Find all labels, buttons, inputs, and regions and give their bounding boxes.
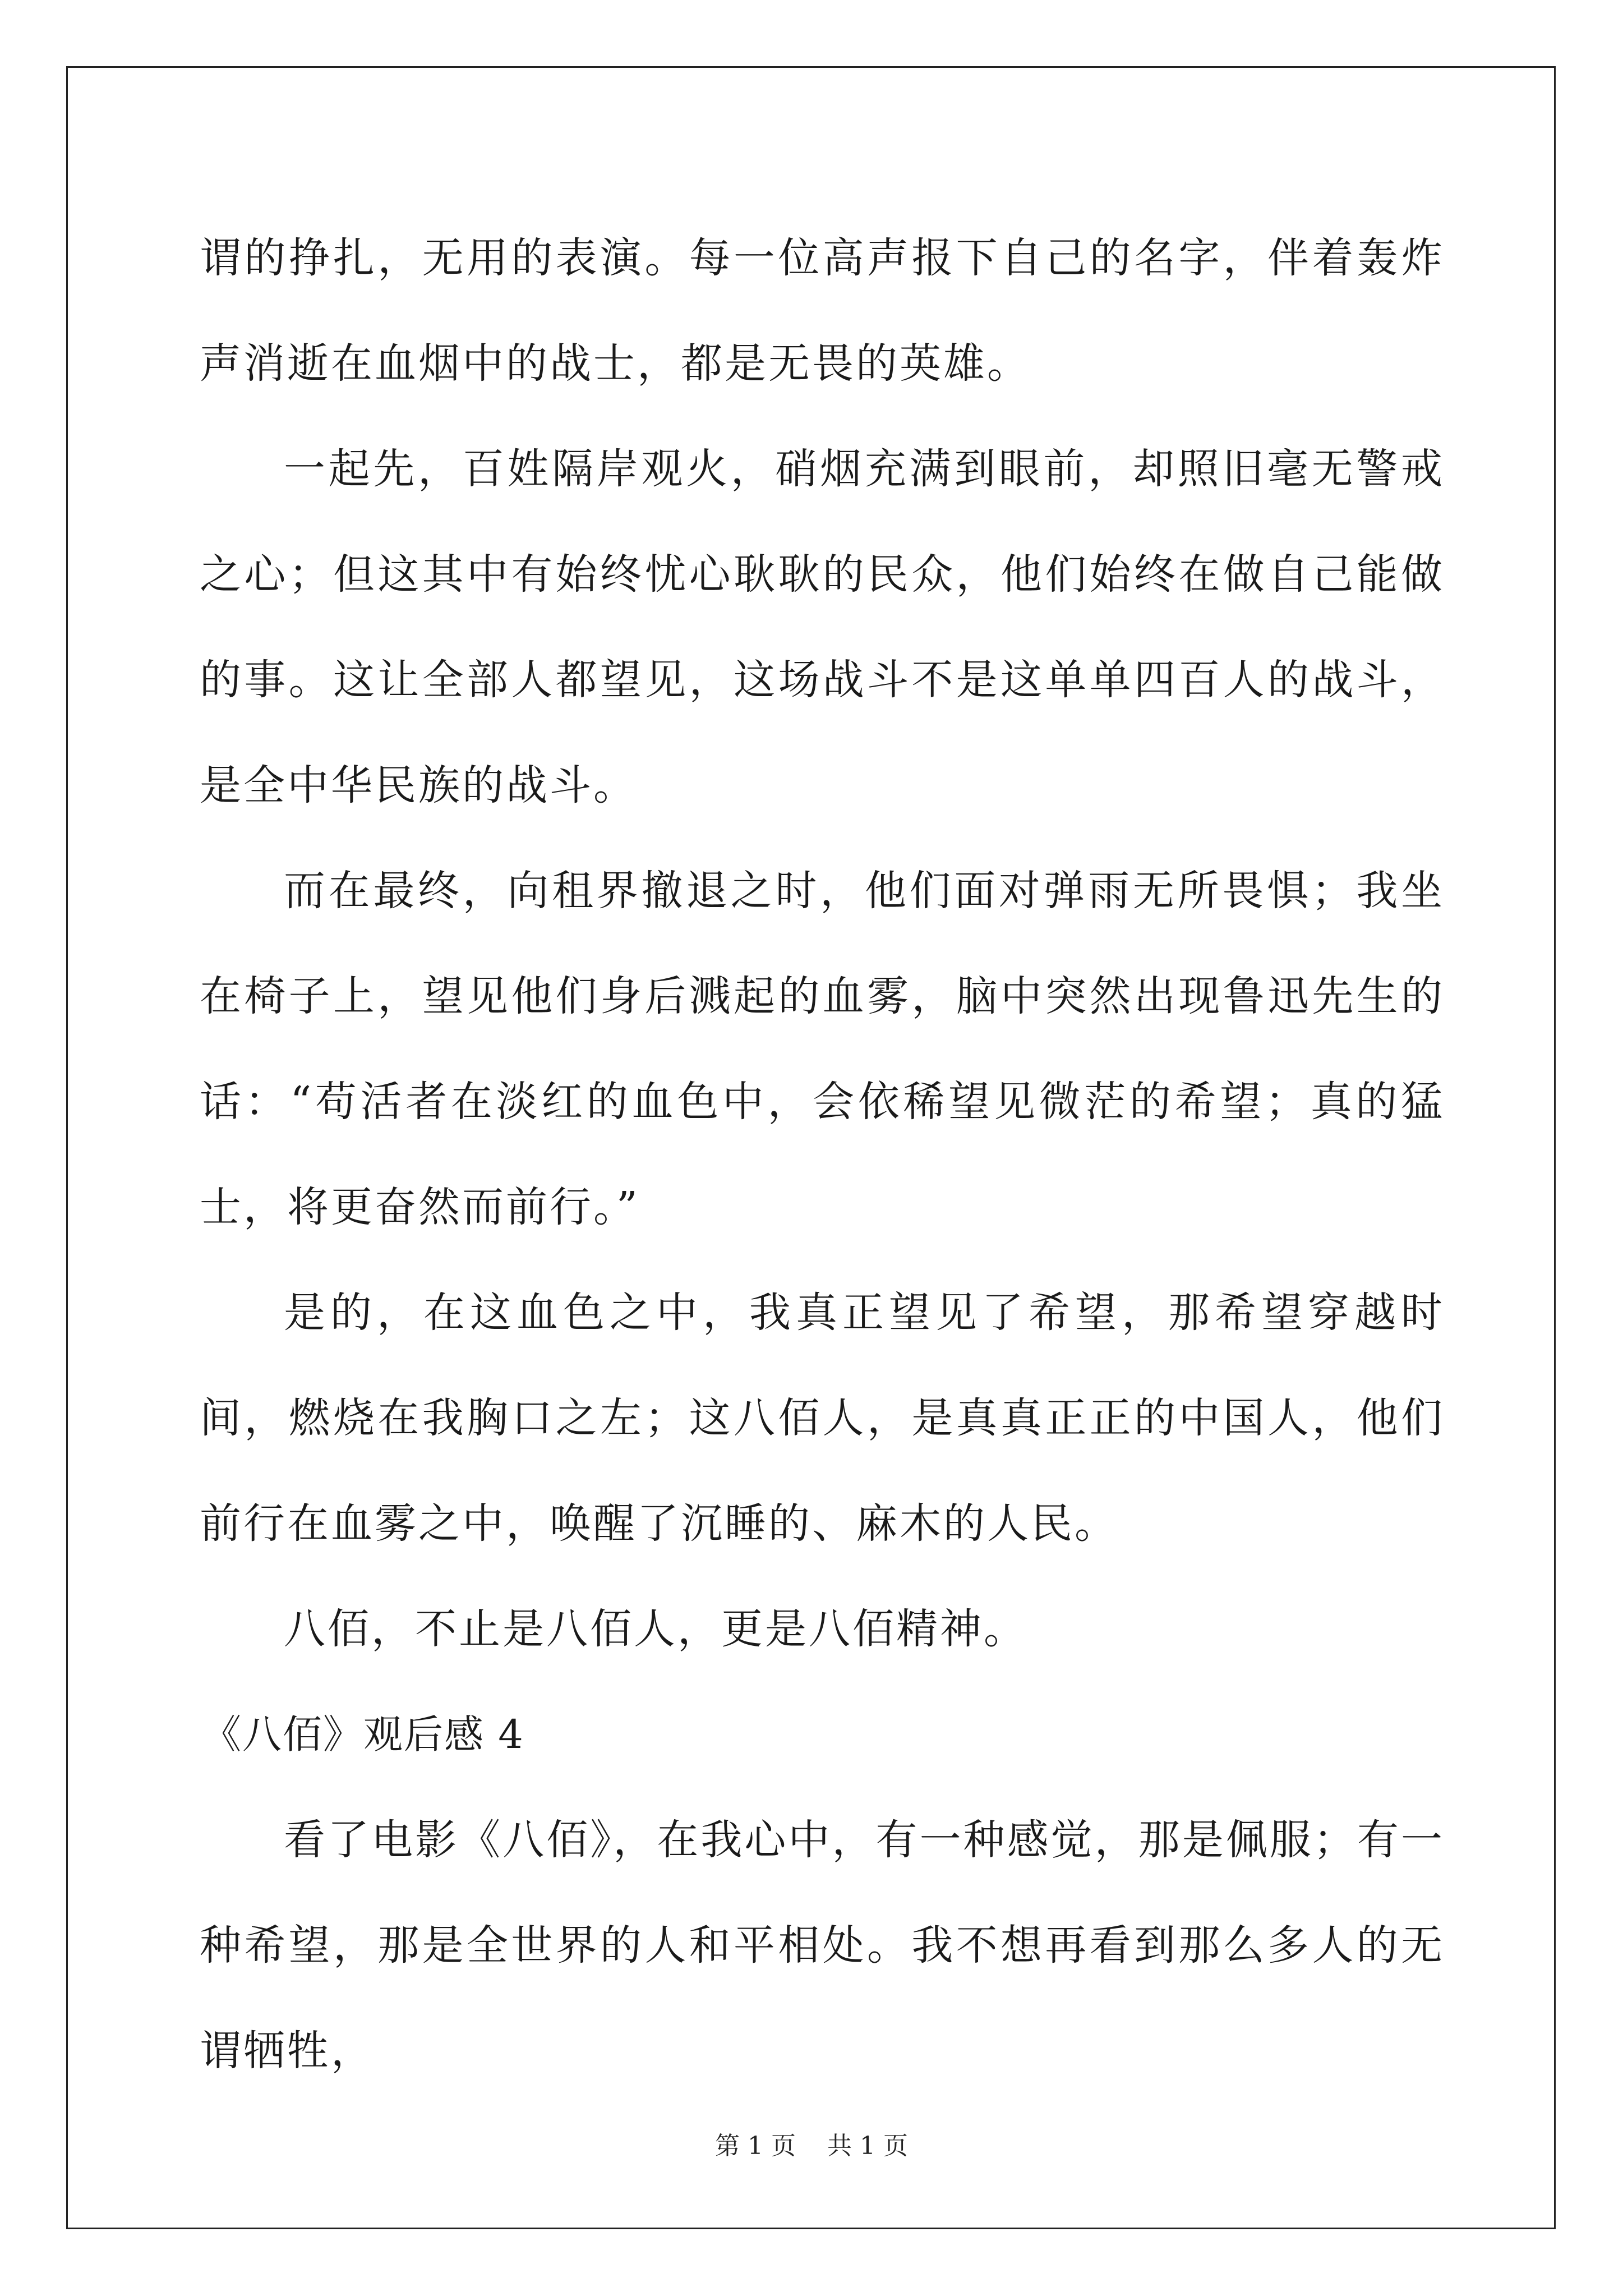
page-total: 共 1 页: [827, 2132, 908, 2160]
page-number: 第 1 页: [715, 2132, 796, 2160]
paragraph: 是的，在这血色之中，我真正望见了希望，那希望穿越时间，燃烧在我胸口之左；这八佰人，是真真正正的中国人，他们前行在血雾之中，唤醒了沉睡的、麻木的人民。: [200, 1289, 1445, 1548]
page-footer: [0, 2129, 1623, 2163]
paragraph: 谓的挣扎，无用的表演。每一位高声报下自己的名字，伴着轰炸声消逝在血烟中的战士，都是无畏的英雄。: [200, 234, 1445, 388]
paragraph: 八佰，不止是八佰人，更是八佰精神。: [284, 1605, 1027, 1653]
paragraph: 一起先，百姓隔岸观火，硝烟充满到眼前，却照旧毫无警戒之心；但这其中有始终忧心耿耿的民众，他们始终在做自己能做的事。这让全部人都望见，这场战斗不是这单单四百人的战斗，是全中华民族的战斗。: [200, 445, 1445, 809]
paragraph: 看了电影《八佰》，在我心中，有一种感觉，那是佩服；有一种希望，那是全世界的人和平相处。我不想再看到那么多人的无谓牺牲，: [200, 1816, 1445, 2075]
document-body: [200, 205, 1445, 2104]
paragraph: 而在最终，向租界撤退之时，他们面对弹雨无所畏惧；我坐在椅子上，望见他们身后溅起的血雾，脑中突然出现鲁迅先生的话：“苟活者在淡红的血色中，会依稀望见微茫的希望；真的猛士，将更奋然而前行。”: [200, 867, 1445, 1231]
section-heading: 《八佰》观后感 4: [202, 1711, 524, 1757]
